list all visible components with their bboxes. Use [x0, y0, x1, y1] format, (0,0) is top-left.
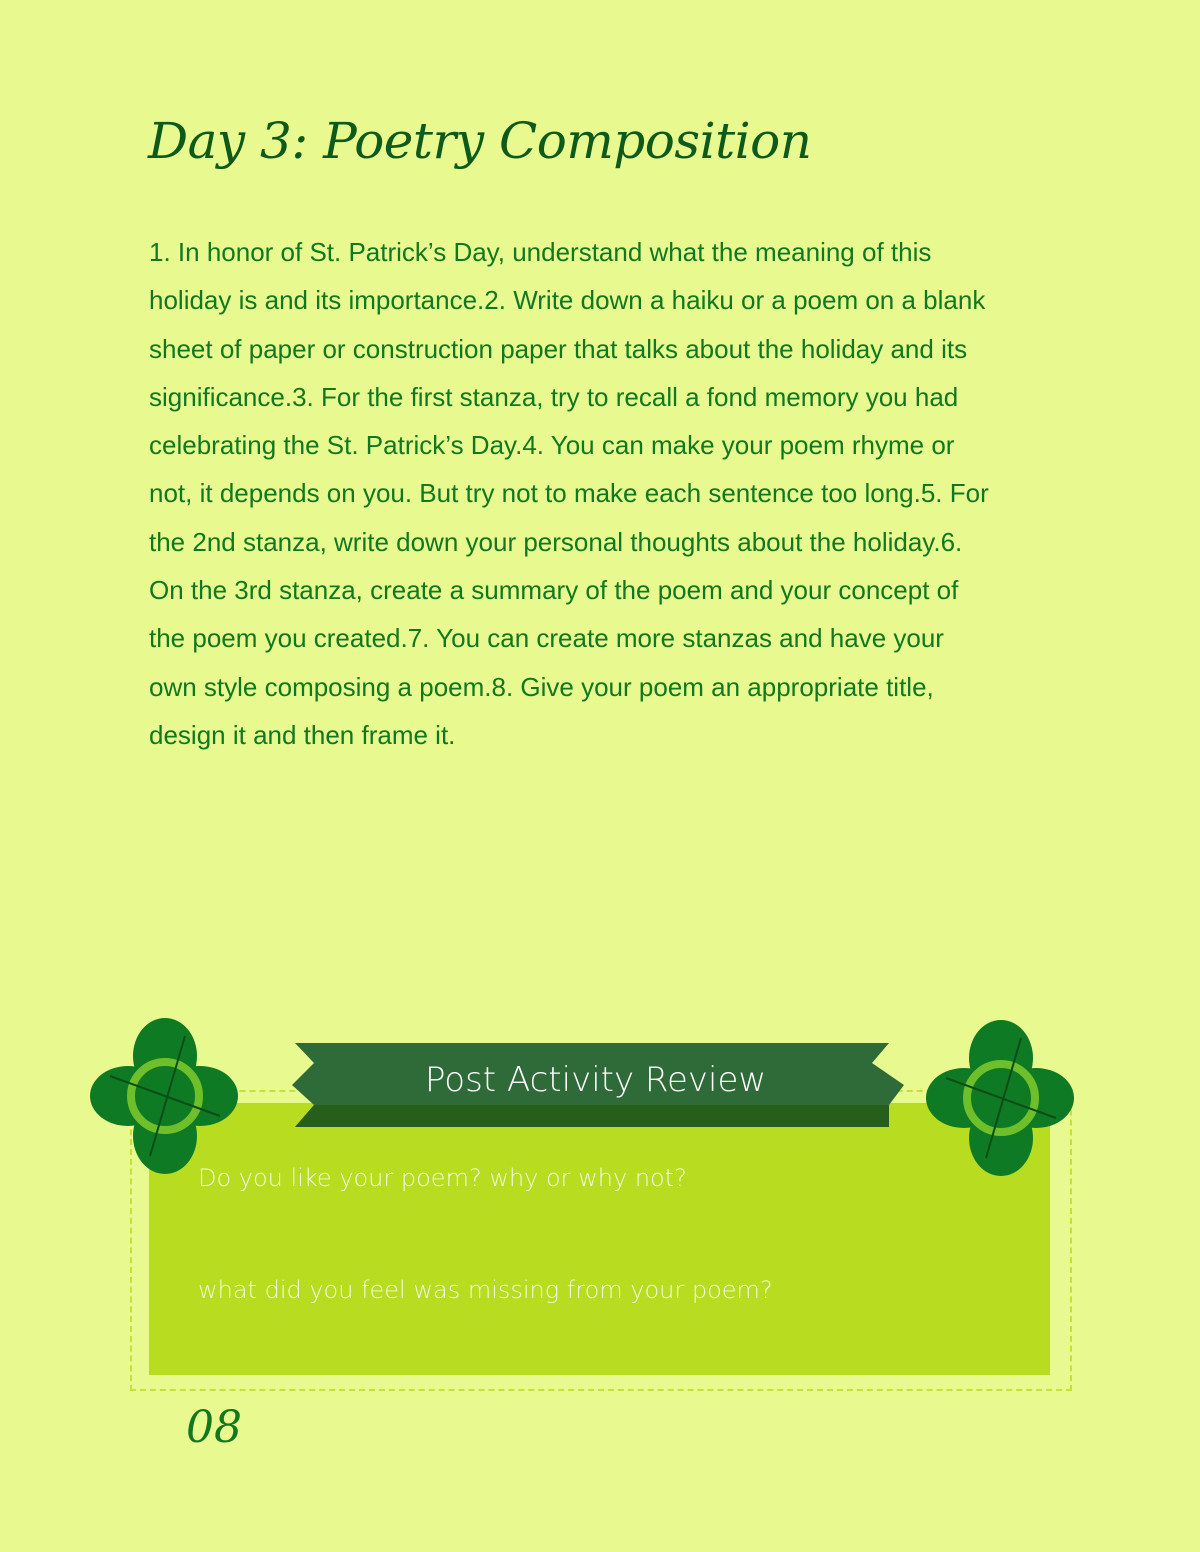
- instruction-line: celebrating the St. Patrick’s Day.4. You can make your poem rhyme or: [149, 430, 955, 461]
- instructions: [149, 228, 1109, 759]
- instruction-line: the poem you created.7. You can create more stanzas and have your: [149, 623, 944, 654]
- review-box: [149, 1103, 1050, 1375]
- instruction-line: On the 3rd stanza, create a summary of the poem and your concept of: [149, 575, 959, 606]
- instruction-line: the 2nd stanza, write down your personal thoughts about the holiday.6.: [149, 526, 963, 557]
- instruction-line: 1. In honor of St. Patrick’s Day, understand what the meaning of this: [149, 237, 932, 267]
- page-number: 08: [186, 1402, 242, 1453]
- instruction-line: not, it depends on you. But try not to make each sentence too long.5. For: [149, 478, 989, 509]
- review-question: what did you feel was missing from your poem?: [198, 1276, 773, 1304]
- instruction-line: sheet of paper or construction paper that talks about the holiday and its: [149, 333, 968, 364]
- review-question: Do you like your poem? why or why not?: [198, 1164, 687, 1192]
- review-title: Post Activity Review: [425, 1060, 767, 1100]
- clover-icon: [90, 1016, 240, 1176]
- instruction-line: significance.3. For the first stanza, try to recall a fond memory you had: [149, 381, 959, 412]
- clover-icon: [926, 1018, 1076, 1178]
- page-title: Day 3: Poetry Composition: [148, 112, 812, 170]
- instruction-line: design it and then frame it.: [149, 719, 456, 750]
- instruction-line: holiday is and its importance.2. Write down a haiku or a poem on a blank: [149, 285, 986, 316]
- instruction-line: own style composing a poem.8. Give your poem an appropriate title,: [149, 671, 934, 702]
